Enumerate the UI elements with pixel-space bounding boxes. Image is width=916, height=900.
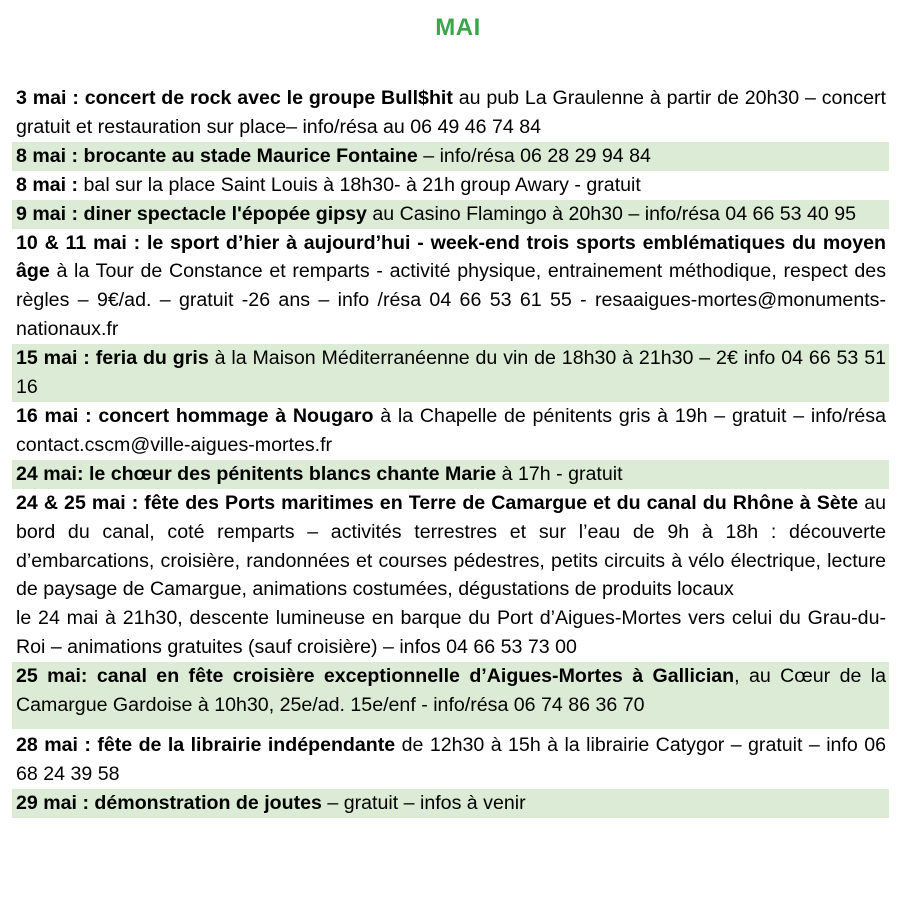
event-heading: 25 mai: canal en fête croisière exceptionnelle d’Aigues-Mortes à Gallician [16, 665, 735, 688]
event-details: au bord du canal, coté remparts – activités terrestres et sur l’eau de 9h à 18h : découverte d’embarcations, croisière, randonnées et courses pédestres, petits circuits à vélo électrique, lecture de paysage de Camargue, animations costumées, dégustations de produits locaux [16, 491, 886, 601]
event-entry-25-mai [12, 662, 889, 729]
event-entry-28-mai [12, 731, 889, 789]
event-extra-details: le 24 mai à 21h30, descente lumineuse en barque du Port d’Aigues-Mortes vers celui du Grau-du-Roi – animations gratuites (sauf croisière) – infos 04 66 53 73 00 [16, 607, 886, 659]
event-entry-8-mai-brocante [12, 142, 889, 171]
event-details: à 17h - gratuit [496, 462, 623, 485]
event-entry-24-25-mai [12, 489, 889, 662]
event-details: à la Tour de Constance et remparts - activité physique, entrainement méthodique, respect des règles – 9€/ad. – gratuit -26 ans – info /résa 04 66 53 61 55 - resaaigues-mortes@monuments-nationaux.fr [16, 260, 886, 341]
event-heading: 24 & 25 mai : fête des Ports maritimes en Terre de Camargue et du canal du Rhône à Sète [16, 491, 859, 514]
event-entry-8-mai-bal [12, 171, 889, 200]
event-details: au pub La Graulenne à partir de 20h30 – concert gratuit et restauration sur place– info/résa au 06 49 46 74 84 [16, 87, 886, 138]
event-entry-9-mai [12, 200, 889, 229]
event-details: , au Cœur de la Camargue Gardoise à 10h30, 25e/ad. 15e/enf - info/résa 06 74 86 36 70 [16, 665, 886, 717]
event-heading: 3 mai : concert de rock avec le groupe Bull$hit [16, 87, 453, 109]
event-entry-3-mai [12, 84, 889, 142]
event-details: – info/résa 06 28 29 94 84 [417, 144, 651, 167]
event-heading: 29 mai : démonstration de joutes [16, 791, 322, 814]
event-heading: 8 mai : [16, 173, 79, 196]
event-entry-29-mai [12, 789, 889, 818]
event-details: de 12h30 à 15h à la librairie Catygor – gratuit – info 06 68 24 39 58 [16, 733, 886, 785]
event-entry-10-11-mai [12, 229, 889, 345]
event-details: bal sur la place Saint Louis à 18h30- à 21h group Awary - gratuit [78, 173, 641, 196]
event-heading: 10 & 11 mai : le sport d’hier à aujourd’hui - week-end trois sports emblématiques du moyen âge [16, 231, 886, 283]
event-list [12, 84, 889, 818]
event-heading: 24 mai: le chœur des pénitents blancs chante Marie [16, 462, 497, 485]
event-heading: 16 mai : concert hommage à Nougaro [16, 404, 374, 427]
event-entry-24-mai [12, 460, 889, 489]
event-details: au Casino Flamingo à 20h30 – info/résa 04 66 53 40 95 [366, 202, 857, 225]
event-heading: 9 mai : diner spectacle l'épopée gipsy [16, 202, 367, 225]
event-entry-16-mai [12, 402, 889, 460]
event-details: à la Chapelle de pénitents gris à 19h – gratuit – info/résa contact.cscm@ville-aigues-mortes.fr [16, 404, 887, 456]
event-heading: 15 mai : feria du gris [16, 347, 209, 370]
event-details: à la Maison Méditerranéenne du vin de 18h30 à 21h30 – 2€ info 04 66 53 51 16 [16, 347, 886, 399]
event-entry-15-mai [12, 344, 889, 402]
event-heading: 8 mai : brocante au stade Maurice Fontaine [16, 144, 418, 167]
event-heading: 28 mai : fête de la librairie indépendante [16, 733, 396, 756]
event-details: – gratuit – infos à venir [321, 791, 526, 814]
page-title: MAI [435, 14, 481, 41]
